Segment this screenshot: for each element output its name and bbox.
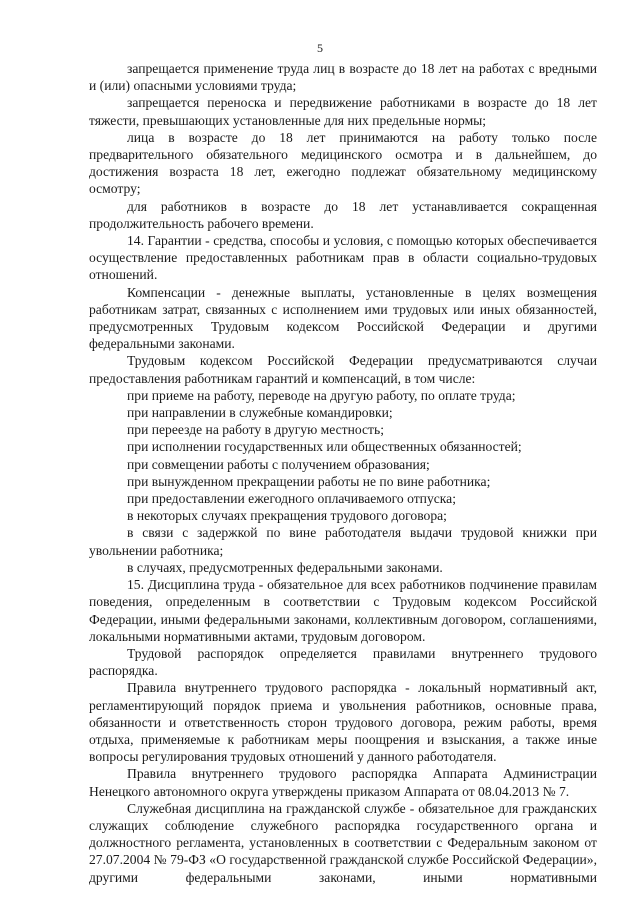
paragraph: для работников в возрасте до 18 лет устанавливается сокращенная продолжительность рабочего времени.: [89, 198, 597, 231]
paragraph: 14. Гарантии - средства, способы и условия, с помощью которых обеспечивается осуществление предоставленных работникам прав в области социально-трудовых отношений.: [89, 233, 597, 283]
paragraph: запрещается переноска и передвижение работниками в возрасте до 18 лет тяжести, превышающих установленные для них предельные нормы;: [89, 95, 597, 128]
paragraph: Правила внутреннего трудового распорядка Аппарата Администрации Ненецкого автономного округа утверждены приказом Аппарата от 08.04.2013 № 7.: [89, 766, 597, 799]
list-item: при приеме на работу, переводе на другую работу, по оплате труда;: [127, 387, 516, 403]
paragraph: Служебная дисциплина на гражданской службе - обязательное для гражданских служащих соблюдение служебного распорядка государственного органа и должностного регламента, установленных в соответствии с Федеральным законом от 27.07.2004 № 79-ФЗ «О государственной гражданской службе Российской Федерации», другими федеральными законами, иными нормативными: [89, 800, 597, 885]
list-item: при исполнении государственных или общественных обязанностей;: [127, 439, 522, 455]
paragraph: Трудовым кодексом Российской Федерации предусматриваются случаи предоставления работникам гарантий и компенсаций, в том числе:: [89, 353, 597, 386]
list-item: при направлении в служебные командировки;: [127, 405, 393, 421]
paragraph: 15. Дисциплина труда - обязательное для всех работников подчинение правилам поведения, определенным в соответствии с Трудовым кодексом Российской Федерации, иными федеральными законами, коллективным договором, соглашениями, локальными нормативными актами, трудовым договором.: [89, 577, 597, 644]
list-item: при вынужденном прекращении работы не по вине работника;: [127, 473, 491, 489]
list-item: при совмещении работы с получением образования;: [127, 456, 430, 472]
paragraph: Правила внутреннего трудового распорядка - локальный нормативный акт, регламентирующий порядок приема и увольнения работников, основные права, обязанности и ответственность сторон трудового договора, режим работы, время отдыха, применяемые к работникам меры поощрения и взыскания, а также иные вопросы регулирования трудовых отношений у данного работодателя.: [89, 680, 597, 765]
page-number: 5: [317, 41, 323, 55]
paragraph: Трудовой распорядок определяется правилами внутреннего трудового распорядка.: [89, 645, 597, 679]
paragraph: запрещается применение труда лиц в возрасте до 18 лет на работах с вредными и (или) опасными условиями труда;: [89, 61, 597, 94]
paragraph: лица в возрасте до 18 лет принимаются на работу только после предварительного обязательного медицинского осмотра и в дальнейшем, до достижения возраста 18 лет, ежегодно подлежат обязательному медицинскому осмотру;: [89, 129, 597, 197]
paragraph: Компенсации - денежные выплаты, установленные в целях возмещения работникам затрат, связанных с исполнением ими трудовых или иных обязанностей, предусмотренных Трудовым кодексом Российской Федерации и другими федеральными законами.: [89, 284, 597, 352]
list-item: при предоставлении ежегодного оплачиваемого отпуска;: [127, 491, 456, 507]
list-item: в случаях, предусмотренных федеральными законами.: [127, 559, 443, 575]
document-body: [89, 60, 597, 886]
list-item: в некоторых случаях прекращения трудового договора;: [127, 508, 447, 524]
list-item: в связи с задержкой по вине работодателя выдачи трудовой книжки при увольнении работника;: [89, 525, 597, 558]
list-item: при переезде на работу в другую местность;: [127, 422, 384, 438]
